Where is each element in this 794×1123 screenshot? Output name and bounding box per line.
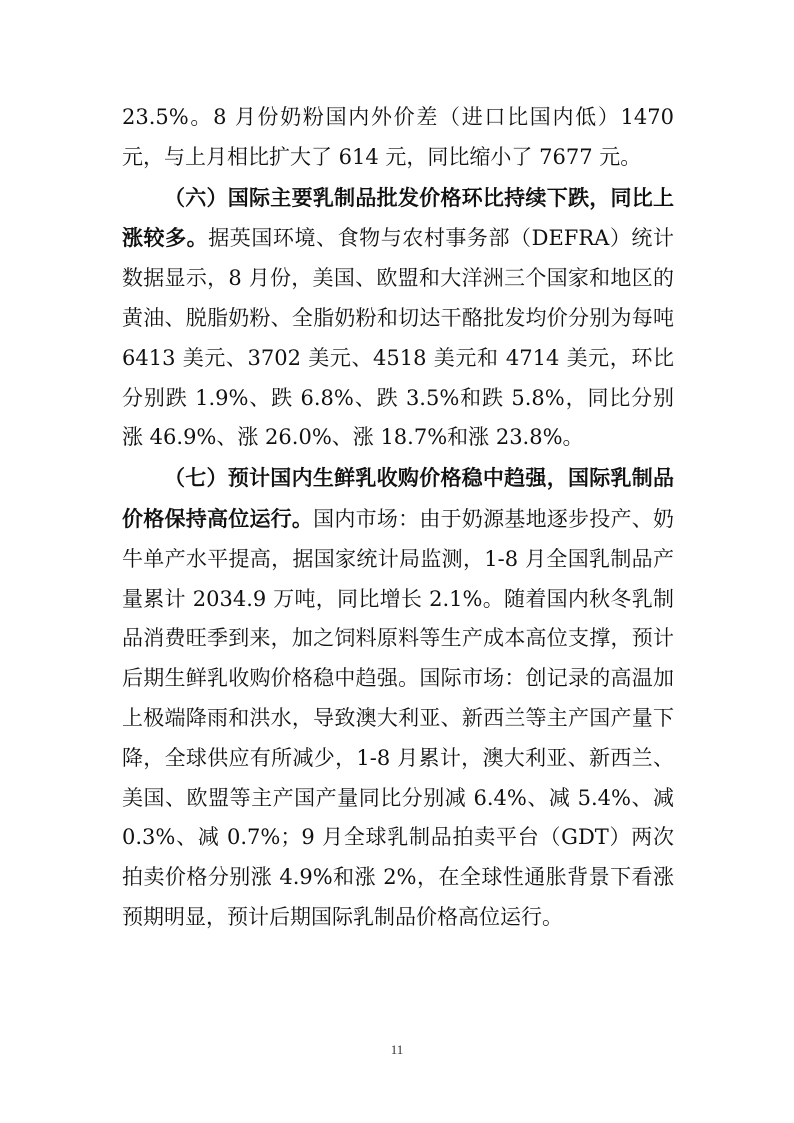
- section-body-six: 据英国环境、食物与农村事务部（DEFRA）统计数据显示，8 月份，美国、欧盟和大洋洲三个国家和地区的黄油、脱脂奶粉、全脂奶粉和切达干酪批发均价分别为每吨 6413 美元、3702 美元、4518 美元和 4714 美元，环比分别跌 1.9%、跌 6.8%、跌 3.5%和跌 5.8%，同比分别涨 46.9%、涨 26.0%、涨 18.7%和涨 23.8%。: [122, 226, 674, 450]
- section-heading-six: （六）国际主要乳制品批发价格环比持续下跌，同比上涨较多。: [122, 184, 674, 251]
- paragraph-seven: [122, 458, 674, 938]
- paragraph-continuation: 23.5%。8 月份奶粉国内外价差（进口比国内低）1470 元，与上月相比扩大了 614 元，同比缩小了 7677 元。: [122, 105, 674, 169]
- document-body: [122, 98, 674, 938]
- paragraph-six: [122, 178, 674, 459]
- section-heading-seven: （七）预计国内生鲜乳收购价格稳中趋强，国际乳制品价格保持高位运行。: [122, 465, 674, 531]
- page-number: 11: [390, 1042, 404, 1057]
- section-body-seven: 国内市场：由于奶源基地逐步投产、奶牛单产水平提高，据国家统计局监测，1-8 月全国乳制品产量累计 2034.9 万吨，同比增长 2.1%。随着国内秋冬乳制品消费旺季到来，加之饲料原料等生产成本高位支撑，预计后期生鲜乳收购价格稳中趋强。国际市场：创记录的高温加上极端降雨和洪水，导致澳大利亚、新西兰等主产国产量下降，全球供应有所减少，1-8 月累计，澳大利亚、新西兰、美国、欧盟等主产国产量同比分别减 6.4%、减 5.4%、减 0.3%、减 0.7%；9 月全球乳制品拍卖平台（GDT）两次拍卖价格分别涨 4.9%和涨 2%，在全球性通胀背景下看涨预期明显，预计后期国际乳制品价格高位运行。: [122, 506, 675, 929]
